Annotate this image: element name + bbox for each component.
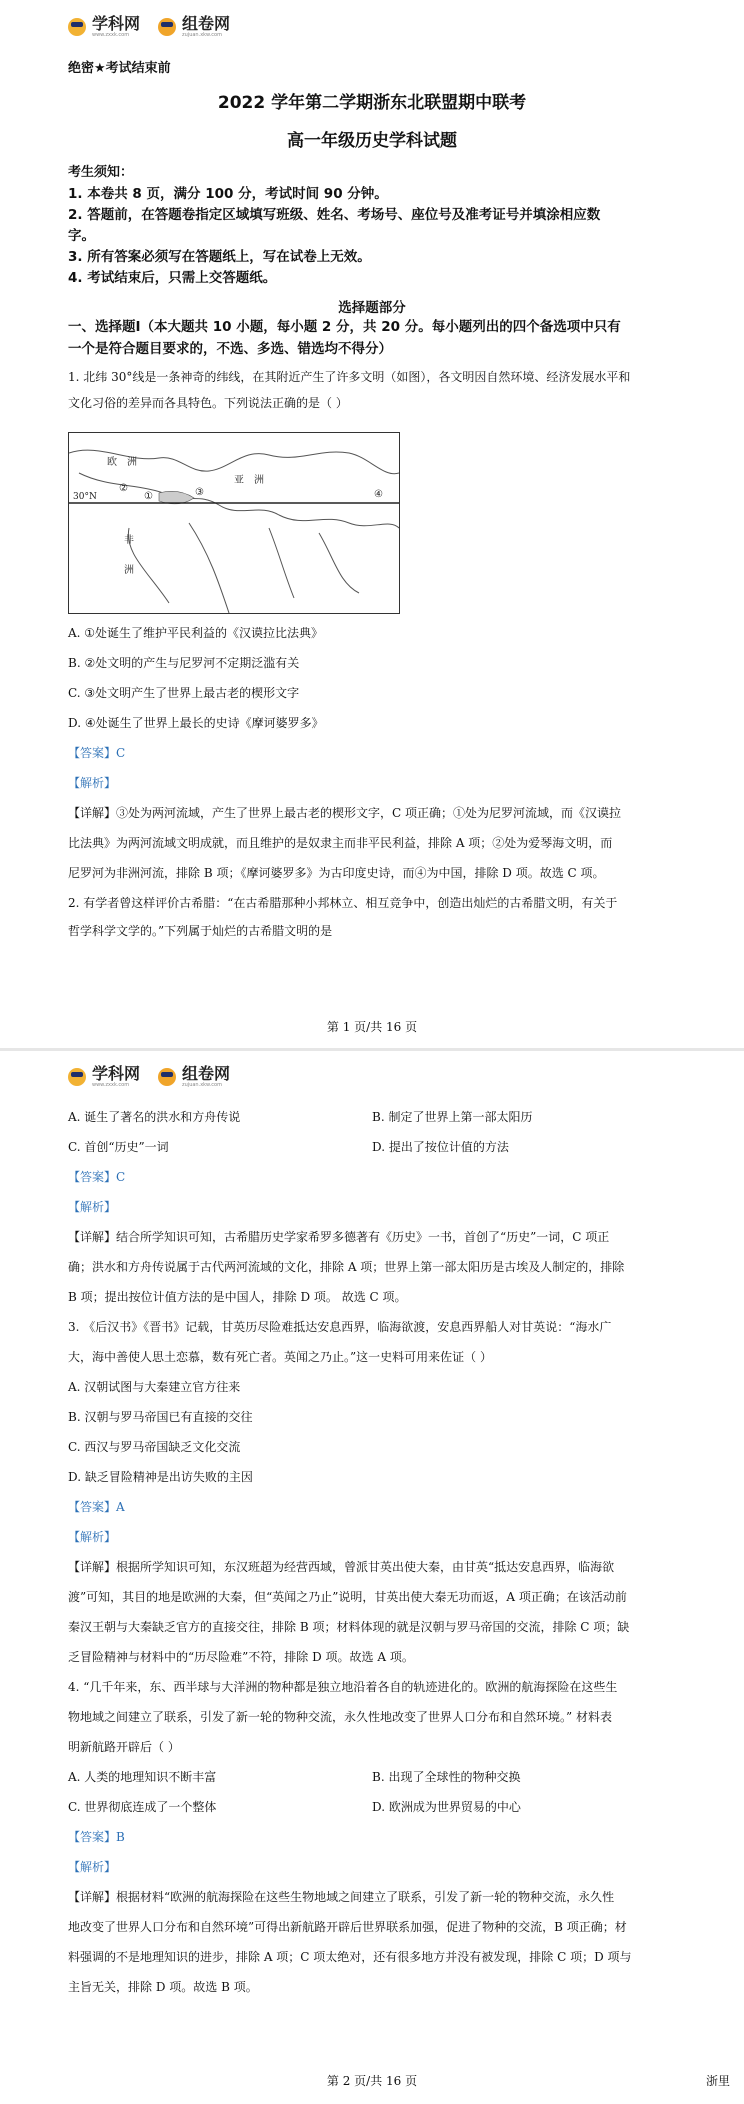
q2-option: B. 制定了世界上第一部太阳历: [372, 1110, 533, 1124]
part1-instruction: 一个是符合题目要求的，不选、多选、错选均不得分）: [68, 341, 392, 357]
q4-stem: 4. “几千年来，东、西半球与大洋洲的物种都是独立地沿着各自的轨迹进化的。欧洲的航海探险在这些生: [68, 1680, 618, 1694]
q2-analysis-label: 【解析】: [68, 1200, 117, 1214]
brand-xueke: 学科网: [92, 1064, 141, 1083]
q3-analysis-label: 【解析】: [68, 1530, 117, 1544]
zujuan-logo-icon: [158, 18, 176, 36]
label-africa: 非: [124, 535, 134, 546]
brand-xueke-url: www.zxxk.com: [92, 32, 130, 38]
xueke-logo-icon: [68, 18, 86, 36]
q2-detail: 【详解】结合所学知识可知，古希腊历史学家希罗多德著有《历史》一书，首创了“历史”一词，C 项正: [68, 1230, 610, 1244]
q2-stem: 哲学科学文学的。”下列属于灿烂的古希腊文明的是: [68, 924, 333, 938]
notice-heading: 考生须知：: [68, 165, 134, 180]
marker-3: ③: [195, 487, 204, 498]
brand-xueke-url: www.zxxk.com: [92, 1082, 130, 1088]
page-1: [0, 0, 744, 1050]
q4-option: C. 世界彻底连成了一个整体: [68, 1800, 217, 1814]
q3-option: D. 缺乏冒险精神是出访失败的主因: [68, 1470, 253, 1484]
section-heading: 选择题部分: [338, 300, 406, 316]
q1-stem: 1. 北纬 30°线是一条神奇的纬线，在其附近产生了许多文明（如图），各文明因自然环境、经济发展水平和: [68, 370, 631, 384]
q4-detail: 料强调的不是地理知识的进步，排除 A 项；C 项太绝对，还有很多地方并没有被发现，排除 C 项；D 项与: [68, 1950, 632, 1964]
q4-analysis-label: 【解析】: [68, 1860, 117, 1874]
exam-title: 2022 学年第二学期浙东北联盟期中联考: [217, 93, 527, 113]
q3-option: B. 汉朝与罗马帝国已有直接的交往: [68, 1410, 253, 1424]
q2-option: A. 诞生了著名的洪水和方舟传说: [68, 1110, 241, 1124]
q3-stem: 大，海中善使人思土恋慕，数有死亡者。英闻之乃止。”这一史料可用来佐证（ ）: [68, 1350, 492, 1364]
label-africa-2: 洲: [124, 565, 134, 576]
q4-answer: 【答案】B: [68, 1830, 125, 1844]
brand-xueke: 学科网: [92, 14, 141, 33]
zujuan-logo-icon: [158, 1068, 176, 1086]
q3-detail: 渡”可知，其目的地是欧洲的大秦，但“英闻之乃止”说明，甘英出使大秦无功而返，A 项正确；在该活动前: [68, 1590, 627, 1604]
q3-answer: 【答案】A: [68, 1500, 125, 1514]
q1-option: B. ②处文明的产生与尼罗河不定期泛滥有关: [68, 656, 300, 670]
q1-option: A. ①处诞生了维护平民利益的《汉谟拉比法典》: [68, 626, 324, 640]
marker-1: ①: [144, 491, 153, 502]
q1-detail: 尼罗河为非洲河流，排除 B 项；《摩诃婆罗多》为古印度史诗，而④为中国，排除 D 项。故选 C 项。: [68, 866, 605, 880]
q4-stem: 物地域之间建立了联系，引发了新一轮的物种交流，永久性地改变了世界人口分布和自然环境。” 材料表: [68, 1710, 612, 1724]
q4-detail: 【详解】根据材料“欧洲的航海探险在这些生物地域之间建立了联系，引发了新一轮的物种交流，永久性: [68, 1890, 615, 1904]
header-logo: [68, 16, 242, 38]
notice-line: 1. 本卷共 8 页，满分 100 分，考试时间 90 分钟。: [68, 186, 388, 202]
q1-detail: 【详解】③处为两河流域，产生了世界上最古老的楔形文字，C 项正确；①处为尼罗河流域，而《汉谟拉: [68, 806, 622, 820]
label-asia: 亚 洲: [234, 475, 264, 486]
page-2: [0, 1050, 744, 2104]
notice-line: 字。: [68, 228, 95, 244]
xueke-logo-icon: [68, 1068, 86, 1086]
corner-watermark: 浙里: [705, 2074, 730, 2088]
q4-option: A. 人类的地理知识不断丰富: [68, 1770, 217, 1784]
world-map-30n: [68, 432, 400, 614]
q2-answer: 【答案】C: [68, 1170, 126, 1184]
marker-2: ②: [119, 483, 128, 494]
page-footer: 第 2 页/共 16 页: [326, 2074, 418, 2088]
q4-option: D. 欧洲成为世界贸易的中心: [372, 1800, 521, 1814]
label-europe: 欧 洲: [107, 457, 137, 468]
q4-detail: 主旨无关，排除 D 项。故选 B 项。: [68, 1980, 258, 1994]
q3-stem: 3. 《后汉书》《晋书》记载，甘英历尽险难抵达安息西界，临海欲渡，安息西界船人对甘英说：“海水广: [68, 1320, 612, 1334]
q2-detail: B 项；提出按位计值方法的是中国人，排除 D 项。 故选 C 项。: [68, 1290, 407, 1304]
part1-instruction: 一、选择题Ⅰ（本大题共 10 小题，每小题 2 分，共 20 分。每小题列出的四个备选项中只有: [68, 319, 621, 335]
q3-option: C. 西汉与罗马帝国缺乏文化交流: [68, 1440, 241, 1454]
secret-label: 绝密★考试结束前: [68, 61, 171, 76]
q4-stem: 明新航路开辟后（ ）: [68, 1740, 180, 1754]
marker-4: ④: [374, 489, 383, 500]
q3-option: A. 汉朝试图与大秦建立官方往来: [68, 1380, 241, 1394]
label-30n: 30°N: [73, 492, 97, 502]
coastline: [128, 523, 359, 613]
q1-answer: 【答案】C: [68, 746, 126, 760]
q4-detail: 地改变了世界人口分布和自然环境”可得出新航路开辟后世界联系加强，促进了物种的交流，B 项正确；材: [68, 1920, 627, 1934]
q1-detail: 比法典》为两河流域文明成就，而且维护的是奴隶主而非平民利益，排除 A 项；②处为爱琴海文明，而: [68, 836, 613, 850]
map-svg: [69, 433, 399, 613]
q3-detail: 秦汉王朝与大秦缺乏官方的直接交往，排除 B 项；材料体现的就是汉朝与罗马帝国的交流，排除 C 项；缺: [68, 1620, 630, 1634]
brand-zujuan: 组卷网: [182, 14, 231, 33]
header-logo: [68, 1066, 242, 1088]
q3-detail: 【详解】根据所学知识可知，东汉班超为经营西域，曾派甘英出使大秦，由甘英“抵达安息西界，临海欲: [68, 1560, 615, 1574]
brand-zujuan-url: zujuan.xkw.com: [182, 32, 222, 38]
q1-stem: 文化习俗的差异而各具特色。下列说法正确的是（ ）: [68, 396, 348, 410]
sea: [159, 491, 194, 504]
q2-option: D. 提出了按位计值的方法: [372, 1140, 509, 1154]
notice-line: 2. 答题前，在答题卷指定区域填写班级、姓名、考场号、座位号及准考证号并填涂相应数: [68, 207, 601, 223]
page-footer: 第 1 页/共 16 页: [326, 1020, 418, 1034]
exam-subtitle: 高一年级历史学科试题: [287, 131, 457, 151]
brand-zujuan: 组卷网: [182, 1064, 231, 1083]
notice-line: 4. 考试结束后，只需上交答题纸。: [68, 270, 277, 286]
q1-analysis-label: 【解析】: [68, 776, 117, 790]
q1-option: D. ④处诞生了世界上最长的史诗《摩诃婆罗多》: [68, 716, 324, 730]
q2-option: C. 首创“历史”一词: [68, 1140, 169, 1154]
q2-stem: 2. 有学者曾这样评价古希腊：“在古希腊那种小邦林立、相互竞争中，创造出灿烂的古希腊文明，有关于: [68, 896, 618, 910]
q3-detail: 乏冒险精神与材料中的“历尽险难”不符，排除 D 项。故选 A 项。: [68, 1650, 414, 1664]
q4-option: B. 出现了全球性的物种交换: [372, 1770, 521, 1784]
brand-zujuan-url: zujuan.xkw.com: [182, 1082, 222, 1088]
notice-line: 3. 所有答案必须写在答题纸上，写在试卷上无效。: [68, 249, 371, 265]
q2-detail: 确；洪水和方舟传说属于古代两河流域的文化，排除 A 项；世界上第一部太阳历是古埃及人制定的，排除: [68, 1260, 625, 1274]
q1-option: C. ③处文明产生了世界上最古老的楔形文字: [68, 686, 300, 700]
